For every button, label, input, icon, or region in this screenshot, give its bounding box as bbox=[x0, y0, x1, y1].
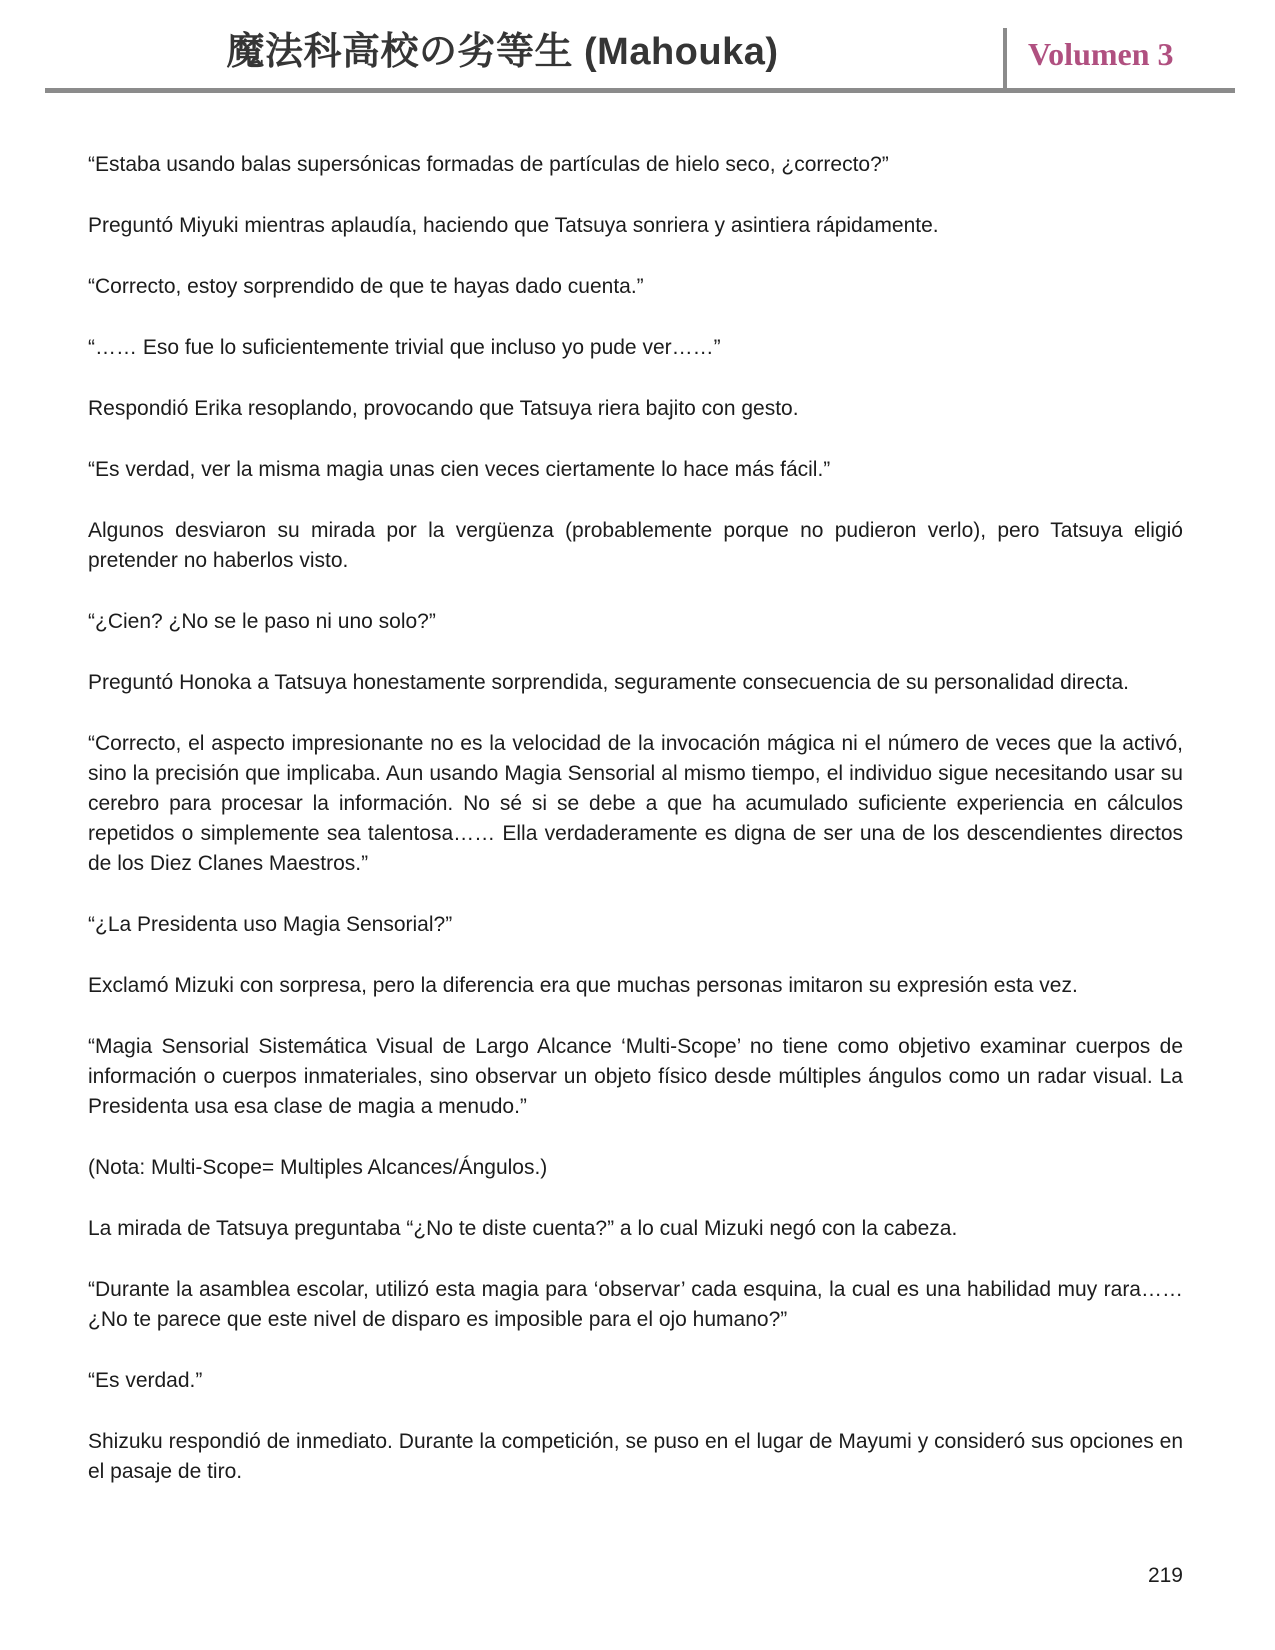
paragraph: “Correcto, estoy sorprendido de que te hayas dado cuenta.” bbox=[88, 275, 644, 298]
paragraph: (Nota: Multi-Scope= Multiples Alcances/Ángulos.) bbox=[88, 1156, 548, 1179]
paragraph: Respondió Erika resoplando, provocando que Tatsuya riera bajito con gesto. bbox=[88, 397, 799, 420]
header-vertical-divider bbox=[1003, 28, 1007, 93]
volume-label: Volumen 3 bbox=[1028, 36, 1174, 72]
paragraph: “Es verdad, ver la misma magia unas cien veces ciertamente lo hace más fácil.” bbox=[88, 458, 831, 481]
paragraph: Exclamó Mizuki con sorpresa, pero la diferencia era que muchas personas imitaron su expresión esta vez. bbox=[88, 974, 1078, 997]
paragraph: “¿La Presidenta uso Magia Sensorial?” bbox=[88, 913, 453, 936]
paragraph: La mirada de Tatsuya preguntaba “¿No te diste cuenta?” a lo cual Mizuki negó con la cabeza. bbox=[88, 1217, 958, 1240]
paragraph: “Correcto, el aspecto impresionante no es la velocidad de la invocación mágica ni el número de veces que la activó, sino la precisión que implicaba. Aun usando Magia Sensorial al mismo tiempo, el individuo sigue necesitando usar su cerebro para procesar la información. No sé si se debe a que ha acumulado suficiente experiencia en cálculos repetidos o simplemente sea talentosa…… Ella verdaderamente es digna de ser una de los descendientes directos de los Diez Clanes Maestros.” bbox=[88, 732, 1183, 875]
paragraph-container bbox=[88, 150, 1183, 1518]
paragraph: “…… Eso fue lo suficientemente trivial que incluso yo pude ver……” bbox=[88, 336, 721, 359]
page-number: 219 bbox=[1147, 1564, 1183, 1587]
paragraph: “Magia Sensorial Sistemática Visual de Largo Alcance ‘Multi-Scope’ no tiene como objetivo examinar cuerpos de información o cuerpos inmateriales, sino observar un objeto físico desde múltiples ángulos como un radar visual. La Presidenta usa esa clase de magia a menudo.” bbox=[88, 1035, 1183, 1118]
document-title: 魔法科高校の劣等生 (Mahouka) bbox=[226, 31, 779, 73]
paragraph: Preguntó Honoka a Tatsuya honestamente sorprendida, seguramente consecuencia de su personalidad directa. bbox=[88, 671, 1129, 694]
paragraph: Algunos desviaron su mirada por la vergüenza (probablemente porque no pudieron verlo), pero Tatsuya eligió pretender no haberlos visto. bbox=[88, 519, 1183, 572]
paragraph: Shizuku respondió de inmediato. Durante la competición, se puso en el lugar de Mayumi y consideró sus opciones en el pasaje de tiro. bbox=[88, 1430, 1183, 1483]
paragraph: Preguntó Miyuki mientras aplaudía, haciendo que Tatsuya sonriera y asintiera rápidamente. bbox=[88, 214, 939, 237]
paragraph: “Estaba usando balas supersónicas formadas de partículas de hielo seco, ¿correcto?” bbox=[88, 153, 889, 176]
paragraph: “Durante la asamblea escolar, utilizó esta magia para ‘observar’ cada esquina, la cual es una habilidad muy rara…… ¿No te parece que este nivel de disparo es imposible para el ojo humano?” bbox=[88, 1278, 1183, 1331]
paragraph: “¿Cien? ¿No se le paso ni uno solo?” bbox=[88, 610, 436, 633]
paragraph: “Es verdad.” bbox=[88, 1369, 203, 1392]
header-rule bbox=[45, 88, 1235, 93]
